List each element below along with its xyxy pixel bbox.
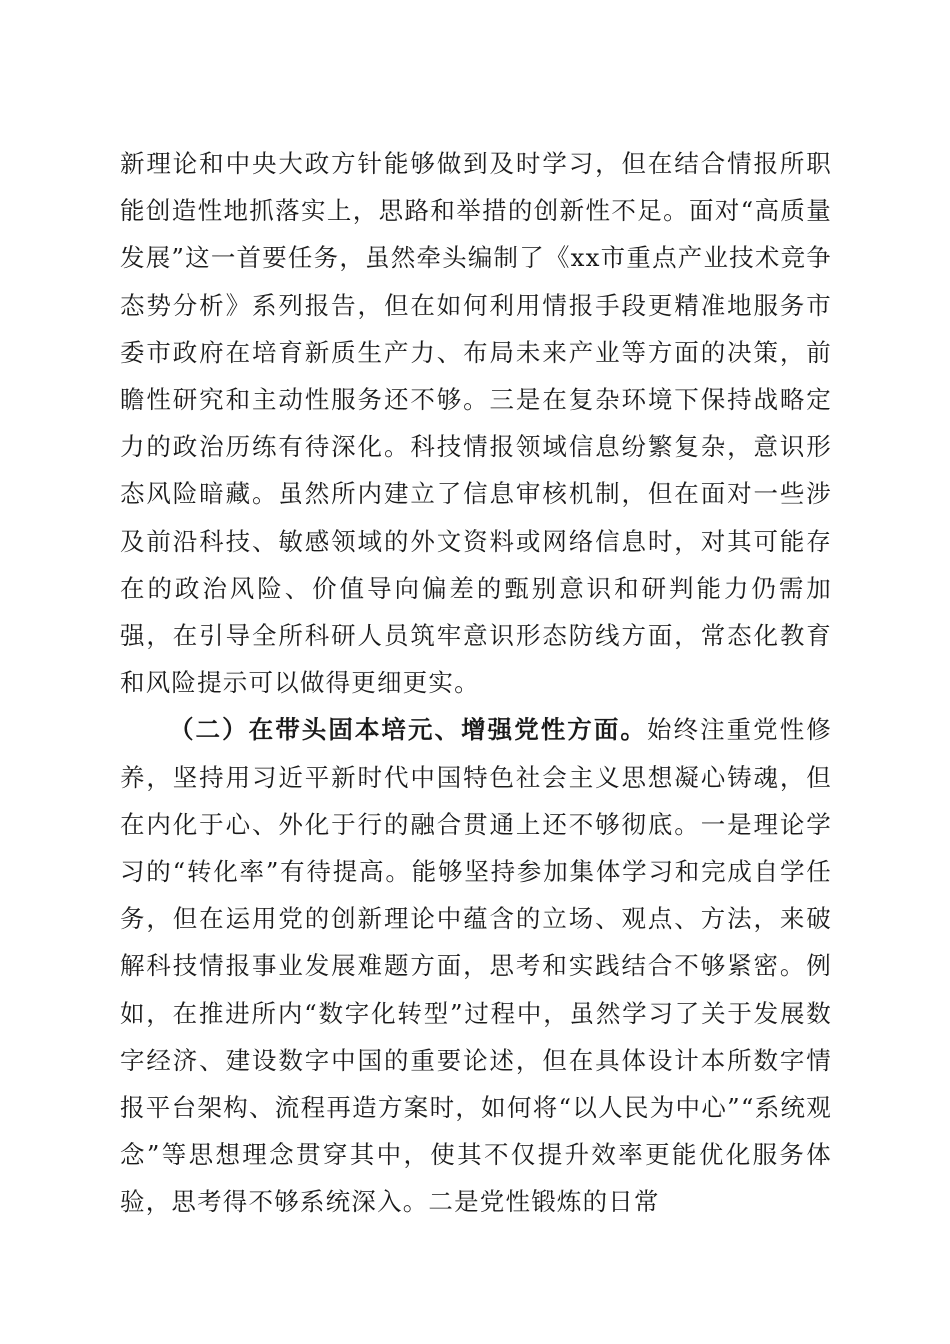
section-heading: （二）在带头固本培元、增强党性方面。 <box>169 715 647 745</box>
paragraph-text: 始终注重党性修养，坚持用习近平新时代中国特色社会主义思想凝心铸魂，但在内化于心、外化于行的融合贯通上还不够彻底。一是理论学习的“转化率”有待提高。能够坚持参加集体学习和完成自学任务，但在运用党的创新理论中蕴含的立场、观点、方法，来破解科技情报事业发展难题方面，思考和实践结合不够紧密。例如，在推进所内“数字化转型”过程中，虽然学习了关于发展数字经济、建设数字中国的重要论述，但在具体设计本所数字情报平台架构、流程再造方案时，如何将“以人民为中心”“系统观念”等思想理念贯穿其中，使其不仅提升效率更能优化服务体验，思考得不够系统深入。二是党性锻炼的日常 <box>120 715 832 1217</box>
paragraph-continued <box>120 140 832 706</box>
paragraph-text: 新理论和中央大政方针能够做到及时学习，但在结合情报所职能创造性地抓落实上，思路和举措的创新性不足。面对“高质量发展”这一首要任务，虽然牵头编制了《xx市重点产业技术竞争态势分析》系列报告，但在如何利用情报手段更精准地服务市委市政府在培育新质生产力、布局未来产业等方面的决策，前瞻性研究和主动性服务还不够。三是在复杂环境下保持战略定力的政治历练有待深化。科技情报领域信息纷繁复杂，意识形态风险暗藏。虽然所内建立了信息审核机制，但在面对一些涉及前沿科技、敏感领域的外文资料或网络信息时，对其可能存在的政治风险、价值导向偏差的甄别意识和研判能力仍需加强，在引导全所科研人员筑牢意识形态防线方面，常态化教育和风险提示可以做得更细更实。 <box>120 149 832 698</box>
paragraph-section-two <box>120 706 832 1225</box>
document-body <box>120 140 832 1226</box>
